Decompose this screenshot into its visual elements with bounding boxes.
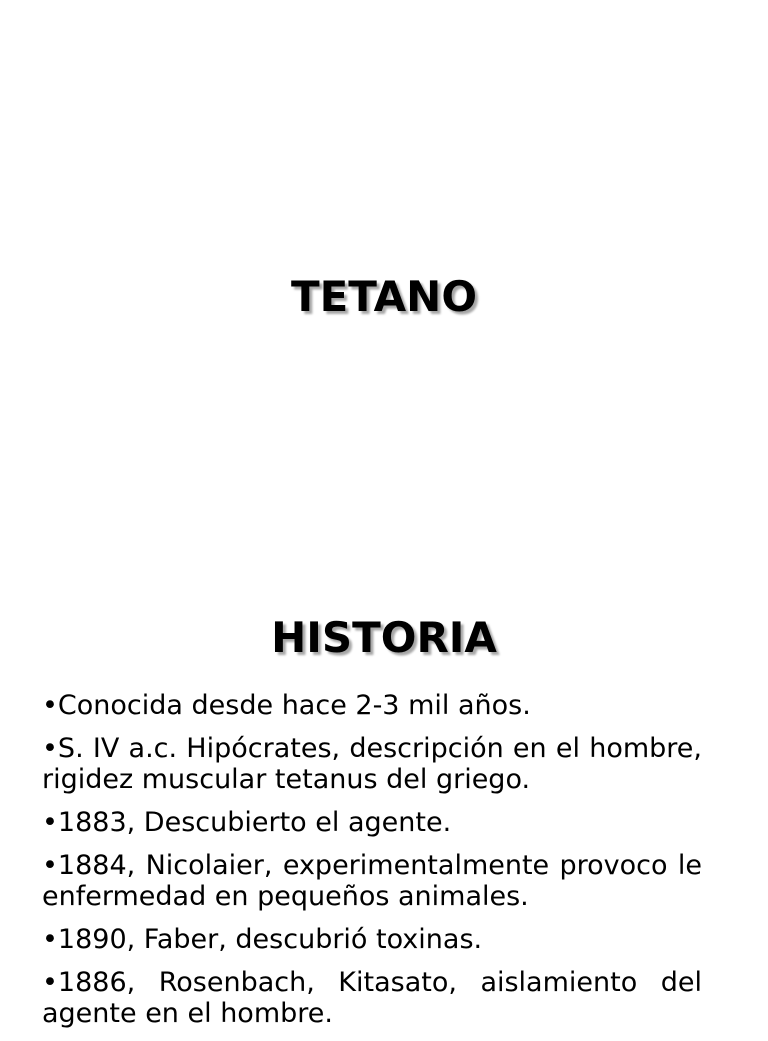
bullet-item: •Conocida desde hace 2-3 mil años. (42, 690, 531, 721)
bullet-list (42, 690, 702, 1041)
bullet-item: •S. IV a.c. Hipócrates, descripción en el hombre, rigidez muscular tetanus del griego. (42, 733, 702, 795)
slide-title: TETANO (290, 272, 478, 321)
bullet-item: •1886, Rosenbach, Kitasato, aislamiento del agente en el hombre. (42, 967, 702, 1029)
section-heading: HISTORIA (271, 613, 497, 662)
bullet-item: •1890, Faber, descubrió toxinas. (42, 924, 483, 955)
bullet-item: •1884, Nicolaier, experimentalmente provoco le enfermedad en pequeños animales. (42, 850, 702, 912)
bullet-item: •1883, Descubierto el agente. (42, 807, 452, 838)
